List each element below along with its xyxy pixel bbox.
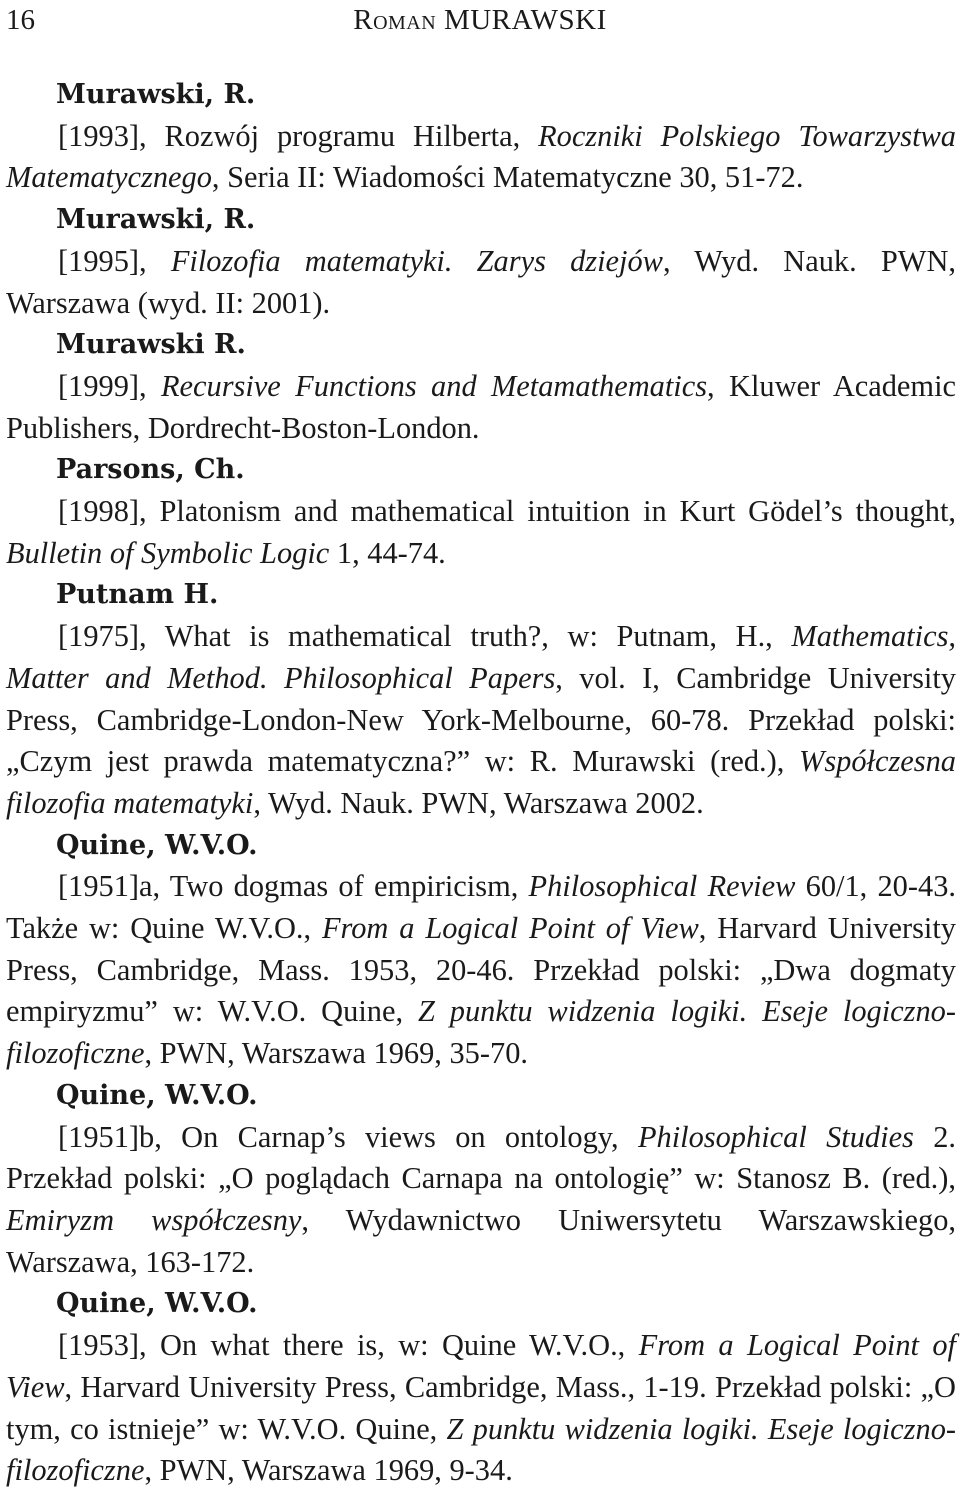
reference-author: Putnam H.	[56, 579, 219, 611]
reference-citation	[6, 116, 956, 199]
citation-segment: [1951]b, On Carnap’s views on ontology,	[58, 1119, 638, 1154]
reference-citation	[6, 1325, 956, 1492]
citation-italic-segment: Z punktu widzenia logiki. Eseje logiczno-filozoficzne	[6, 994, 956, 1071]
citation-italic-segment: Roczniki Polskiego Towarzystwa Matematycznego	[6, 118, 956, 195]
running-head	[0, 2, 960, 38]
citation-segment: , vol. I, Cambridge University Press, Cambridge-London-New York-Melbourne, 60-78. Przekład polski: „Czym jest prawda matematyczna?” w: R. Murawski (red.),	[6, 660, 956, 779]
reference-entry	[6, 324, 956, 449]
citation-segment: [1993], Rozwój programu Hilberta,	[58, 118, 539, 153]
citation-italic-segment: Philosophical Studies	[637, 1119, 914, 1154]
citation-italic-segment: Współczesna filozofia matematyki	[6, 744, 956, 820]
citation-italic-segment: Philosophical Review	[528, 869, 796, 904]
reference-author: Murawski R.	[56, 329, 246, 361]
reference-citation	[6, 1117, 956, 1284]
running-head-last-name: MURAWSKI	[443, 4, 607, 36]
reference-citation	[6, 241, 956, 324]
reference-entry	[6, 449, 956, 574]
citation-segment: 60/1, 20-43. Także w: Quine W.V.O.,	[6, 869, 956, 946]
citation-segment: , Wydawnictwo Uniwersytetu Warszawskiego, Warszawa, 163-172.	[6, 1202, 956, 1279]
bibliography-list	[6, 74, 956, 1492]
citation-italic-segment: From a Logical Point of View	[321, 911, 699, 946]
citation-segment: [1999],	[58, 368, 161, 403]
citation-segment: 2. Przekład polski: „O poglądach Carnapa na ontologię” w: Stanosz B. (red.),	[6, 1119, 957, 1196]
reference-citation	[6, 616, 956, 825]
reference-author: Murawski, R.	[56, 79, 256, 110]
reference-entry	[6, 825, 956, 1075]
citation-italic-segment: Filozofia matematyki. Zarys dziejów	[170, 243, 663, 278]
reference-author: Quine, W.V.O.	[56, 829, 258, 861]
reference-entry	[6, 574, 956, 824]
citation-segment: , PWN, Warszawa 1969, 35-70.	[144, 1036, 528, 1071]
reference-entry	[6, 199, 956, 324]
citation-segment: [1998], Platonism and mathematical intuition in Kurt Gödel’s thought,	[58, 494, 956, 529]
reference-author: Parsons, Ch.	[56, 454, 245, 486]
page-header	[0, 0, 960, 44]
reference-entry	[6, 74, 956, 199]
reference-author: Quine, W.V.O.	[56, 1288, 258, 1320]
reference-citation	[6, 866, 956, 1075]
citation-segment: , Wyd. Nauk. PWN, Warszawa (wyd. II: 2001).	[6, 243, 957, 320]
citation-segment: , Harvard University Press, Cambridge, Mass., 1-19. Przekład polski: „O tym, co istnieje” w: W.V.O. Quine,	[6, 1369, 956, 1446]
citation-italic-segment: Z punktu widzenia logiki. Eseje logiczno-filozoficzne	[6, 1411, 957, 1488]
citation-segment: , Wyd. Nauk. PWN, Warszawa 2002.	[253, 785, 704, 820]
reference-author: Murawski, R.	[56, 204, 256, 236]
reference-entry	[6, 1283, 956, 1492]
citation-italic-segment: Mathematics, Matter and Method. Philosophical Papers	[6, 619, 956, 695]
citation-segment: , Seria II: Wiadomości Matematyczne 30, 51-72.	[211, 160, 804, 195]
citation-segment: , PWN, Warszawa 1969, 9-34.	[144, 1453, 513, 1488]
page-number: 16	[6, 4, 35, 36]
citation-italic-segment: Bulletin of Symbolic Logic	[6, 535, 330, 570]
citation-segment: [1975], What is mathematical truth?, w: Putnam, H.,	[58, 619, 792, 654]
reference-author: Quine, W.V.O.	[56, 1079, 258, 1111]
reference-citation	[6, 491, 956, 574]
citation-segment: [1995],	[58, 243, 171, 278]
citation-italic-segment: Recursive Functions and Metamathematics	[160, 368, 708, 403]
running-head-first-name: Roman	[353, 4, 437, 36]
citation-italic-segment: Emiryzm współczesny	[6, 1202, 302, 1237]
citation-segment: [1953], On what there is, w: Quine W.V.O.,	[58, 1328, 639, 1363]
citation-segment: , Kluwer Academic Publishers, Dordrecht-Boston-London.	[6, 368, 956, 445]
citation-italic-segment: From a Logical Point of View	[6, 1328, 956, 1404]
citation-segment: 1, 44-74.	[329, 535, 446, 570]
citation-segment: , Harvard University Press, Cambridge, Mass. 1953, 20-46. Przekład polski: „Dwa dogmaty empiryzmu” w: W.V.O. Quine,	[6, 911, 956, 1029]
citation-segment: [1951]a, Two dogmas of empiricism,	[58, 869, 529, 904]
reference-entry	[6, 1075, 956, 1284]
reference-citation	[6, 366, 956, 449]
